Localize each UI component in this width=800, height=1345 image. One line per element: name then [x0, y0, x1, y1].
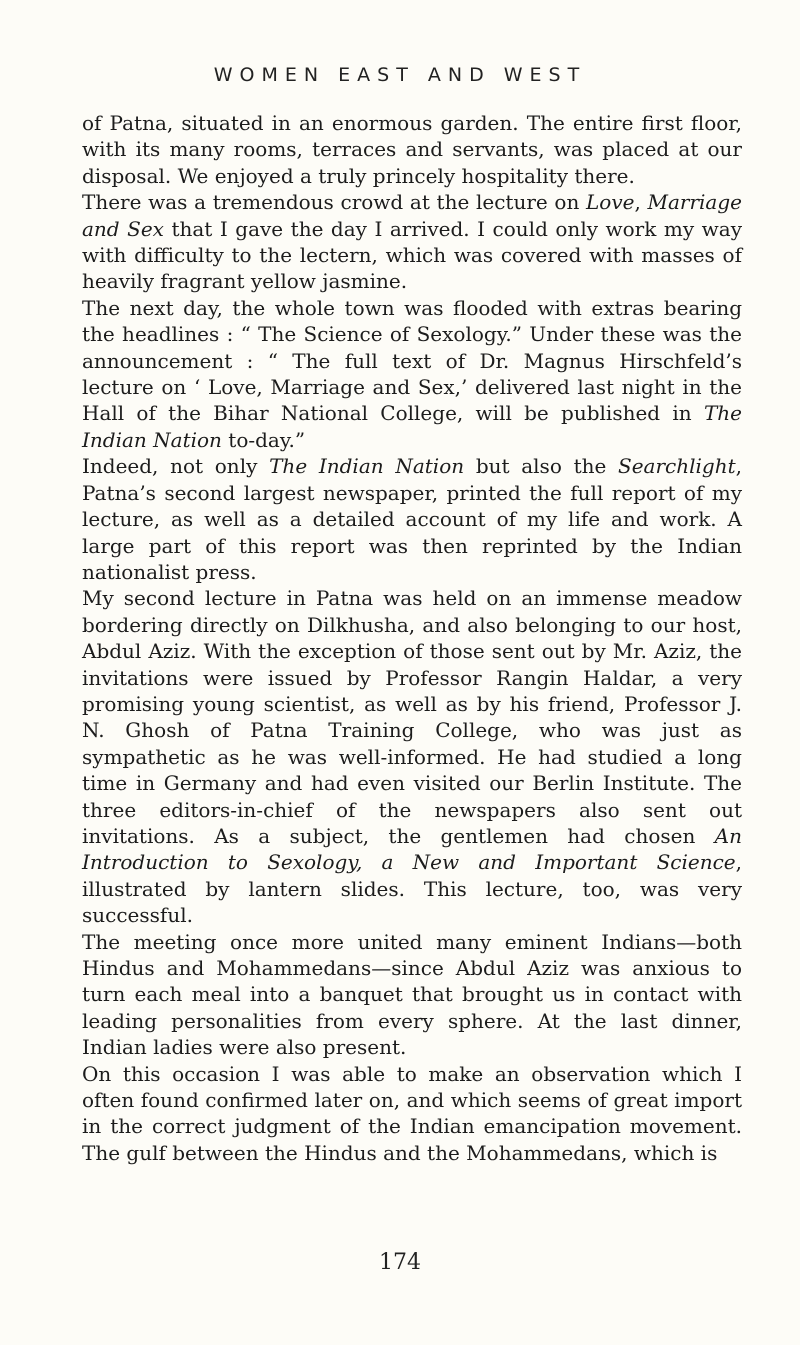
paragraph-1: of Patna, situated in an enormous garden. The entire first floor, with its many rooms, terraces and servants, was placed at our disposal. We enjoyed a truly princely hospitality there. [82, 111, 742, 188]
paragraph-2-text-b: that I gave the day I arrived. I could only work my way with difficulty to the lectern, which was covered with masses of heavily fragrant yellow jasmine. [82, 216, 743, 294]
paragraph-6: The meeting once more united many eminent Indians—both Hindus and Mohammedans—since Abdul Aziz was anxious to turn each meal into a banquet that brought us in contact with leading personalities from every sphere. At the last dinner, Indian ladies were also present. [82, 929, 742, 1060]
title-indian-nation: The Indian Nation [82, 401, 742, 452]
paragraph-5-text-b: , illustrated by lantern slides. This lecture, too, was very successful. [82, 850, 742, 928]
paragraph-4-text-b: but also the [464, 454, 619, 479]
paragraph-2-text-a: There was a tremendous crowd at the lecture on [82, 190, 586, 215]
paragraph-7: On this occasion I was able to make an observation which I often found confirmed later on, and which seems of great import in the correct judgment of the Indian emancipation movement. The gulf between the Hindus and the Mohammedans, which is [82, 1061, 742, 1165]
paragraph-5-text-a: My second lecture in Patna was held on an immense meadow bordering directly on Dilkhusha, and also belonging to our host, Abdul Aziz. With the exception of those sent out by Mr. Aziz, the invitations were issued by Professor Rangin Haldar, a very promising young scientist, as well as by his friend, Professor J. N. Ghosh of Patna Training College, who was just as sympathetic as he was well-informed. He had studied a long time in Germany and had even visited our Berlin Institute. The three editors-in-chief of the newspapers also sent out invitations. As a subject, the gentlemen had chosen [82, 586, 742, 848]
paragraph-4-text-a: Indeed, not only [82, 454, 270, 479]
title-introduction-to-sexology: An Introduction to Sexology, a New and Important Science [82, 823, 742, 875]
paragraph-2-comma: , [634, 190, 648, 215]
running-header: WOMEN EAST AND WEST [213, 64, 587, 86]
paragraph-5 [82, 585, 742, 928]
paragraph-3-text-b: to-day.” [221, 427, 306, 452]
paragraph-3 [82, 295, 742, 453]
title-love: Love [586, 190, 635, 215]
paragraph-3-text-a: The next day, the whole town was flooded with extras bearing the headlines : “ The Science of Sexology.” Under these was the announcement : “ The full text of Dr. Magnus Hirschfeld’s lecture on ‘ Love, Marriage and Sex,’ delivered last night in the Hall of the Bihar National College, will be published in [82, 295, 742, 426]
title-searchlight: Searchlight [618, 454, 736, 479]
page-number: 174 [379, 1250, 421, 1275]
paragraph-4 [82, 453, 742, 585]
paragraph-4-text-c: , Patna’s second largest newspaper, printed the full report of my lecture, as well as a detailed account of my life and work. A large part of this report was then reprinted by the Indian nationalist press. [82, 454, 742, 584]
title-marriage-and-sex: Marriage and Sex [82, 190, 742, 241]
title-indian-nation: The Indian Nation [269, 454, 465, 479]
paragraph-2 [82, 189, 742, 295]
body-text [82, 110, 742, 1166]
